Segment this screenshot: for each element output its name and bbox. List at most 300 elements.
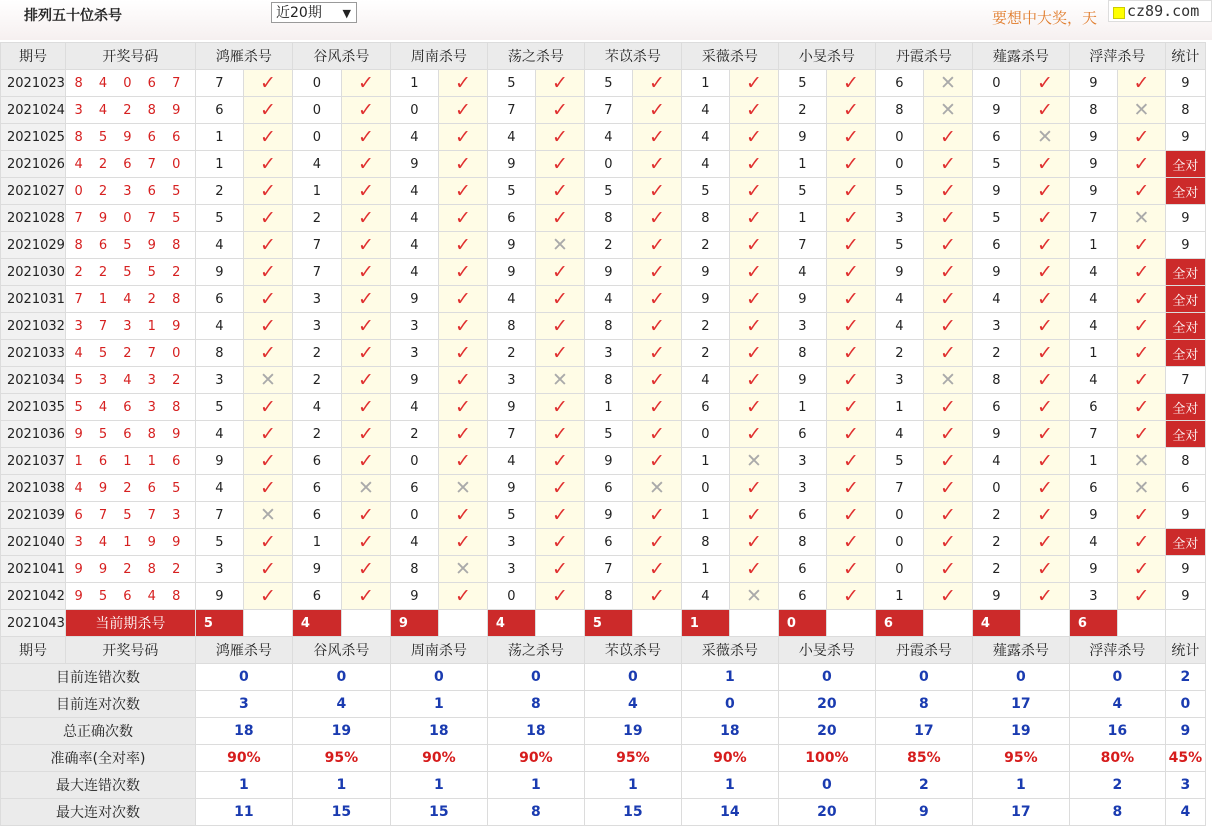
check-mark-icon: ✓ xyxy=(438,259,487,286)
kill-number-cell: 5 xyxy=(195,394,243,421)
kill-number-cell: 2 xyxy=(972,529,1020,556)
summary-value: 90% xyxy=(681,745,778,772)
kill-number-cell: 7 xyxy=(487,421,535,448)
check-mark-icon: ✓ xyxy=(535,502,584,529)
summary-value: 95% xyxy=(972,745,1069,772)
kill-number-cell: 6 xyxy=(195,286,243,313)
check-mark-icon: ✓ xyxy=(729,124,778,151)
summary-row xyxy=(1,772,1206,799)
top-bar xyxy=(0,0,1212,40)
check-mark-icon: ✓ xyxy=(243,151,292,178)
kill-number-cell: 1 xyxy=(681,556,729,583)
issue-cell: 2021024 xyxy=(1,97,66,124)
kill-number-cell: 5 xyxy=(584,421,632,448)
header-expert: 浮萍杀号 xyxy=(1069,637,1165,664)
kill-number-cell: 9 xyxy=(972,178,1020,205)
check-mark-icon: ✓ xyxy=(341,529,390,556)
check-mark-icon: ✓ xyxy=(341,178,390,205)
check-mark-icon: ✓ xyxy=(923,259,972,286)
summary-value: 8 xyxy=(487,691,584,718)
kill-number-cell: 2 xyxy=(972,556,1020,583)
check-mark-icon: ✓ xyxy=(632,178,681,205)
summary-value: 17 xyxy=(972,691,1069,718)
kill-number-cell: 5 xyxy=(778,70,826,97)
issue-cell: 2021041 xyxy=(1,556,66,583)
check-mark-icon: ✓ xyxy=(632,286,681,313)
kill-number-cell: 0 xyxy=(292,124,341,151)
header-expert: 芣苡杀号 xyxy=(584,637,681,664)
kill-number-cell: 6 xyxy=(972,124,1020,151)
summary-value: 0 xyxy=(875,664,972,691)
check-mark-icon: ✓ xyxy=(729,529,778,556)
kill-number-cell: 2 xyxy=(292,367,341,394)
summary-label: 总正确次数 xyxy=(1,718,196,745)
kill-number-cell: 6 xyxy=(972,394,1020,421)
current-kill-number: 6 xyxy=(875,610,923,637)
check-mark-icon: ✓ xyxy=(1020,70,1069,97)
check-mark-icon: ✓ xyxy=(632,124,681,151)
check-mark-icon: ✓ xyxy=(1117,394,1165,421)
draw-number-cell: 7 9 0 7 5 xyxy=(65,205,195,232)
kill-number-cell: 1 xyxy=(292,529,341,556)
table-row xyxy=(1,178,1206,205)
check-mark-icon: ✓ xyxy=(826,259,875,286)
kill-number-cell: 4 xyxy=(584,286,632,313)
kill-number-cell: 6 xyxy=(195,97,243,124)
kill-number-cell: 3 xyxy=(875,367,923,394)
kill-number-cell: 2 xyxy=(875,340,923,367)
header-expert: 荡之杀号 xyxy=(487,43,584,70)
current-kill-blank xyxy=(535,610,584,637)
kill-number-cell: 4 xyxy=(390,232,438,259)
kill-number-cell: 4 xyxy=(292,151,341,178)
summary-value: 17 xyxy=(875,718,972,745)
header-expert: 丹霞杀号 xyxy=(875,637,972,664)
current-kill-blank xyxy=(341,610,390,637)
check-mark-icon: ✓ xyxy=(923,502,972,529)
check-mark-icon: ✓ xyxy=(923,286,972,313)
cross-mark-icon: ✕ xyxy=(243,367,292,394)
summary-value: 17 xyxy=(972,799,1069,826)
draw-number-cell: 3 4 2 8 9 xyxy=(65,97,195,124)
summary-total: 2 xyxy=(1165,664,1205,691)
table-row xyxy=(1,367,1206,394)
check-mark-icon: ✓ xyxy=(243,178,292,205)
cross-mark-icon: ✕ xyxy=(438,556,487,583)
kill-number-cell: 5 xyxy=(584,70,632,97)
draw-number-cell: 4 2 6 7 0 xyxy=(65,151,195,178)
check-mark-icon: ✓ xyxy=(438,394,487,421)
summary-value: 4 xyxy=(292,691,390,718)
draw-number-cell: 4 5 2 7 0 xyxy=(65,340,195,367)
check-mark-icon: ✓ xyxy=(826,340,875,367)
check-mark-icon: ✓ xyxy=(632,205,681,232)
kill-number-cell: 0 xyxy=(487,583,535,610)
issue-cell: 2021039 xyxy=(1,502,66,529)
kill-number-cell: 9 xyxy=(487,475,535,502)
check-mark-icon: ✓ xyxy=(341,313,390,340)
kill-number-cell: 4 xyxy=(681,97,729,124)
summary-value: 19 xyxy=(292,718,390,745)
check-mark-icon: ✓ xyxy=(438,502,487,529)
check-mark-icon: ✓ xyxy=(923,124,972,151)
check-mark-icon: ✓ xyxy=(535,205,584,232)
kill-number-cell: 8 xyxy=(972,367,1020,394)
summary-value: 0 xyxy=(1069,664,1165,691)
check-mark-icon: ✓ xyxy=(341,340,390,367)
check-mark-icon: ✓ xyxy=(1020,583,1069,610)
issue-cell: 2021033 xyxy=(1,340,66,367)
current-kill-number: 5 xyxy=(195,610,243,637)
summary-value: 18 xyxy=(195,718,292,745)
summary-row xyxy=(1,799,1206,826)
check-mark-icon: ✓ xyxy=(1117,232,1165,259)
kill-number-cell: 3 xyxy=(487,367,535,394)
check-mark-icon: ✓ xyxy=(826,556,875,583)
kill-number-cell: 1 xyxy=(875,394,923,421)
check-mark-icon: ✓ xyxy=(826,313,875,340)
stat-cell: 9 xyxy=(1165,124,1205,151)
check-mark-icon: ✓ xyxy=(243,232,292,259)
kill-number-cell: 0 xyxy=(681,421,729,448)
check-mark-icon: ✓ xyxy=(826,583,875,610)
check-mark-icon: ✓ xyxy=(341,583,390,610)
stat-cell: 6 xyxy=(1165,475,1205,502)
check-mark-icon: ✓ xyxy=(632,340,681,367)
draw-number-cell: 8 5 9 6 6 xyxy=(65,124,195,151)
stat-cell: 9 xyxy=(1165,70,1205,97)
summary-row xyxy=(1,664,1206,691)
kill-number-cell: 4 xyxy=(1069,367,1117,394)
check-mark-icon: ✓ xyxy=(1117,178,1165,205)
kill-number-cell: 0 xyxy=(584,151,632,178)
header-expert: 浮萍杀号 xyxy=(1069,43,1165,70)
kill-number-cell: 9 xyxy=(1069,151,1117,178)
stat-cell: 9 xyxy=(1165,232,1205,259)
check-mark-icon: ✓ xyxy=(535,448,584,475)
issue-cell: 2021035 xyxy=(1,394,66,421)
summary-value: 20 xyxy=(778,718,875,745)
kill-number-cell: 4 xyxy=(1069,529,1117,556)
kill-number-cell: 6 xyxy=(972,232,1020,259)
check-mark-icon: ✓ xyxy=(1020,232,1069,259)
kill-number-cell: 6 xyxy=(292,502,341,529)
draw-number-cell: 2 2 5 5 2 xyxy=(65,259,195,286)
kill-number-cell: 9 xyxy=(390,151,438,178)
check-mark-icon: ✓ xyxy=(826,286,875,313)
kill-number-cell: 3 xyxy=(390,313,438,340)
check-mark-icon: ✓ xyxy=(632,556,681,583)
summary-value: 0 xyxy=(778,664,875,691)
cross-mark-icon: ✕ xyxy=(1117,448,1165,475)
kill-number-cell: 4 xyxy=(292,394,341,421)
header-row xyxy=(1,637,1206,664)
kill-number-cell: 2 xyxy=(584,232,632,259)
current-kill-blank xyxy=(438,610,487,637)
table-row xyxy=(1,448,1206,475)
kill-number-cell: 3 xyxy=(292,286,341,313)
check-mark-icon: ✓ xyxy=(1020,529,1069,556)
header-issue: 期号 xyxy=(1,43,66,70)
stat-cell: 全对 xyxy=(1165,421,1205,448)
check-mark-icon: ✓ xyxy=(243,448,292,475)
current-kill-blank xyxy=(632,610,681,637)
current-kill-blank xyxy=(1117,610,1165,637)
check-mark-icon: ✓ xyxy=(438,313,487,340)
check-mark-icon: ✓ xyxy=(729,556,778,583)
draw-number-cell: 7 1 4 2 8 xyxy=(65,286,195,313)
kill-number-cell: 7 xyxy=(875,475,923,502)
promo-text[interactable]: 要想中大奖，天 xyxy=(992,9,1098,27)
draw-number-cell: 3 4 1 9 9 xyxy=(65,529,195,556)
check-mark-icon: ✓ xyxy=(729,475,778,502)
header-stats: 统计 xyxy=(1165,637,1205,664)
cross-mark-icon: ✕ xyxy=(1117,205,1165,232)
check-mark-icon: ✓ xyxy=(632,583,681,610)
issue-cell: 2021042 xyxy=(1,583,66,610)
check-mark-icon: ✓ xyxy=(243,475,292,502)
check-mark-icon: ✓ xyxy=(923,421,972,448)
summary-value: 2 xyxy=(1069,772,1165,799)
check-mark-icon: ✓ xyxy=(826,502,875,529)
summary-value: 100% xyxy=(778,745,875,772)
header-expert: 薤露杀号 xyxy=(972,637,1069,664)
current-kill-blank xyxy=(826,610,875,637)
check-mark-icon: ✓ xyxy=(243,313,292,340)
stat-cell: 全对 xyxy=(1165,151,1205,178)
kill-number-cell: 4 xyxy=(778,259,826,286)
check-mark-icon: ✓ xyxy=(535,124,584,151)
check-mark-icon: ✓ xyxy=(535,475,584,502)
kill-number-cell: 4 xyxy=(195,313,243,340)
check-mark-icon: ✓ xyxy=(1020,367,1069,394)
kill-number-cell: 9 xyxy=(195,259,243,286)
kill-number-cell: 6 xyxy=(778,421,826,448)
check-mark-icon: ✓ xyxy=(535,70,584,97)
check-mark-icon: ✓ xyxy=(535,340,584,367)
cross-mark-icon: ✕ xyxy=(923,367,972,394)
kill-number-cell: 6 xyxy=(778,583,826,610)
kill-number-cell: 1 xyxy=(778,205,826,232)
summary-value: 0 xyxy=(195,664,292,691)
header-expert: 丹霞杀号 xyxy=(875,43,972,70)
check-mark-icon: ✓ xyxy=(438,340,487,367)
summary-value: 15 xyxy=(390,799,487,826)
summary-value: 1 xyxy=(681,664,778,691)
header-issue: 期号 xyxy=(1,637,66,664)
kill-number-cell: 3 xyxy=(292,313,341,340)
kill-number-cell: 3 xyxy=(778,313,826,340)
check-mark-icon: ✓ xyxy=(535,394,584,421)
check-mark-icon: ✓ xyxy=(729,394,778,421)
check-mark-icon: ✓ xyxy=(826,124,875,151)
kill-number-cell: 4 xyxy=(195,232,243,259)
kill-number-cell: 5 xyxy=(972,151,1020,178)
check-mark-icon: ✓ xyxy=(535,583,584,610)
issue-cell: 2021023 xyxy=(1,70,66,97)
table-row xyxy=(1,313,1206,340)
kill-number-cell: 4 xyxy=(972,286,1020,313)
kill-number-cell: 4 xyxy=(681,151,729,178)
current-kill-blank xyxy=(243,610,292,637)
summary-value: 4 xyxy=(584,691,681,718)
kill-number-cell: 8 xyxy=(487,313,535,340)
kill-number-cell: 3 xyxy=(875,205,923,232)
kill-number-cell: 2 xyxy=(292,421,341,448)
kill-number-cell: 9 xyxy=(972,421,1020,448)
summary-value: 95% xyxy=(292,745,390,772)
check-mark-icon: ✓ xyxy=(243,340,292,367)
kill-number-cell: 9 xyxy=(390,286,438,313)
check-mark-icon: ✓ xyxy=(632,529,681,556)
check-mark-icon: ✓ xyxy=(243,70,292,97)
check-mark-icon: ✓ xyxy=(1020,178,1069,205)
current-kill-number: 4 xyxy=(487,610,535,637)
issue-cell: 2021032 xyxy=(1,313,66,340)
check-mark-icon: ✓ xyxy=(632,259,681,286)
header-expert: 小旻杀号 xyxy=(778,637,875,664)
current-kill-label: 当前期杀号 xyxy=(65,610,195,637)
kill-number-cell: 7 xyxy=(584,97,632,124)
current-stat-blank xyxy=(1165,610,1205,637)
issue-cell: 2021034 xyxy=(1,367,66,394)
kill-number-cell: 9 xyxy=(195,448,243,475)
period-select[interactable] xyxy=(271,2,357,23)
check-mark-icon: ✓ xyxy=(341,367,390,394)
kill-number-cell: 1 xyxy=(681,70,729,97)
header-expert: 谷风杀号 xyxy=(292,43,390,70)
summary-total: 0 xyxy=(1165,691,1205,718)
kill-number-cell: 6 xyxy=(487,205,535,232)
kill-number-cell: 2 xyxy=(195,178,243,205)
check-mark-icon: ✓ xyxy=(243,556,292,583)
kill-number-cell: 3 xyxy=(390,340,438,367)
draw-number-cell: 9 5 6 4 8 xyxy=(65,583,195,610)
table-row xyxy=(1,502,1206,529)
kill-number-cell: 2 xyxy=(390,421,438,448)
check-mark-icon: ✓ xyxy=(1020,205,1069,232)
kill-number-cell: 6 xyxy=(1069,475,1117,502)
check-mark-icon: ✓ xyxy=(632,421,681,448)
draw-number-cell: 5 4 6 3 8 xyxy=(65,394,195,421)
summary-value: 19 xyxy=(584,718,681,745)
cross-mark-icon: ✕ xyxy=(1117,475,1165,502)
kill-number-cell: 6 xyxy=(584,529,632,556)
draw-number-cell: 0 2 3 6 5 xyxy=(65,178,195,205)
kill-number-cell: 0 xyxy=(875,124,923,151)
cross-mark-icon: ✕ xyxy=(1020,124,1069,151)
table-row xyxy=(1,556,1206,583)
header-expert: 荡之杀号 xyxy=(487,637,584,664)
kill-number-cell: 9 xyxy=(584,502,632,529)
kill-number-cell: 0 xyxy=(875,556,923,583)
summary-value: 8 xyxy=(487,799,584,826)
summary-value: 85% xyxy=(875,745,972,772)
kill-number-cell: 7 xyxy=(195,502,243,529)
current-kill-number: 6 xyxy=(1069,610,1117,637)
stat-cell: 9 xyxy=(1165,556,1205,583)
page-title: 排列五十位杀号 xyxy=(24,8,122,24)
kill-number-cell: 8 xyxy=(681,529,729,556)
check-mark-icon: ✓ xyxy=(341,394,390,421)
site-logo[interactable] xyxy=(1108,0,1212,22)
table-row xyxy=(1,475,1206,502)
table-row xyxy=(1,151,1206,178)
issue-cell: 2021030 xyxy=(1,259,66,286)
header-row xyxy=(1,43,1206,70)
check-mark-icon: ✓ xyxy=(923,556,972,583)
summary-value: 15 xyxy=(292,799,390,826)
current-kill-blank xyxy=(1020,610,1069,637)
check-mark-icon: ✓ xyxy=(923,583,972,610)
kill-number-cell: 7 xyxy=(778,232,826,259)
kill-number-cell: 4 xyxy=(972,448,1020,475)
kill-number-cell: 9 xyxy=(778,286,826,313)
check-mark-icon: ✓ xyxy=(632,394,681,421)
kill-number-cell: 9 xyxy=(487,151,535,178)
summary-total: 45% xyxy=(1165,745,1205,772)
check-mark-icon: ✓ xyxy=(1117,529,1165,556)
check-mark-icon: ✓ xyxy=(632,448,681,475)
kill-number-cell: 1 xyxy=(778,394,826,421)
table-row xyxy=(1,286,1206,313)
kill-number-cell: 8 xyxy=(195,340,243,367)
check-mark-icon: ✓ xyxy=(1117,556,1165,583)
draw-number-cell: 3 7 3 1 9 xyxy=(65,313,195,340)
check-mark-icon: ✓ xyxy=(1117,340,1165,367)
kill-number-cell: 7 xyxy=(1069,421,1117,448)
check-mark-icon: ✓ xyxy=(826,475,875,502)
kill-number-cell: 2 xyxy=(778,97,826,124)
kill-number-cell: 2 xyxy=(681,340,729,367)
kill-number-cell: 1 xyxy=(195,151,243,178)
check-mark-icon: ✓ xyxy=(438,124,487,151)
kill-number-cell: 3 xyxy=(195,556,243,583)
check-mark-icon: ✓ xyxy=(438,232,487,259)
check-mark-icon: ✓ xyxy=(1020,313,1069,340)
summary-value: 2 xyxy=(875,772,972,799)
check-mark-icon: ✓ xyxy=(1117,313,1165,340)
check-mark-icon: ✓ xyxy=(729,313,778,340)
check-mark-icon: ✓ xyxy=(923,232,972,259)
kill-number-cell: 4 xyxy=(487,286,535,313)
check-mark-icon: ✓ xyxy=(632,313,681,340)
table-row xyxy=(1,583,1206,610)
check-mark-icon: ✓ xyxy=(535,97,584,124)
cross-mark-icon: ✕ xyxy=(729,583,778,610)
kill-number-cell: 3 xyxy=(487,556,535,583)
summary-value: 1 xyxy=(390,772,487,799)
kill-number-cell: 1 xyxy=(875,583,923,610)
check-mark-icon: ✓ xyxy=(438,286,487,313)
stat-cell: 全对 xyxy=(1165,313,1205,340)
kill-number-cell: 4 xyxy=(487,448,535,475)
kill-number-cell: 0 xyxy=(390,97,438,124)
table-row xyxy=(1,70,1206,97)
current-kill-number: 4 xyxy=(292,610,341,637)
summary-label: 目前连对次数 xyxy=(1,691,196,718)
issue-cell: 2021027 xyxy=(1,178,66,205)
kill-number-cell: 9 xyxy=(292,556,341,583)
cross-mark-icon: ✕ xyxy=(923,97,972,124)
check-mark-icon: ✓ xyxy=(729,421,778,448)
kill-number-cell: 9 xyxy=(1069,124,1117,151)
kill-number-cell: 6 xyxy=(292,475,341,502)
stat-cell: 7 xyxy=(1165,367,1205,394)
check-mark-icon: ✓ xyxy=(243,97,292,124)
kill-number-cell: 4 xyxy=(1069,313,1117,340)
check-mark-icon: ✓ xyxy=(243,394,292,421)
